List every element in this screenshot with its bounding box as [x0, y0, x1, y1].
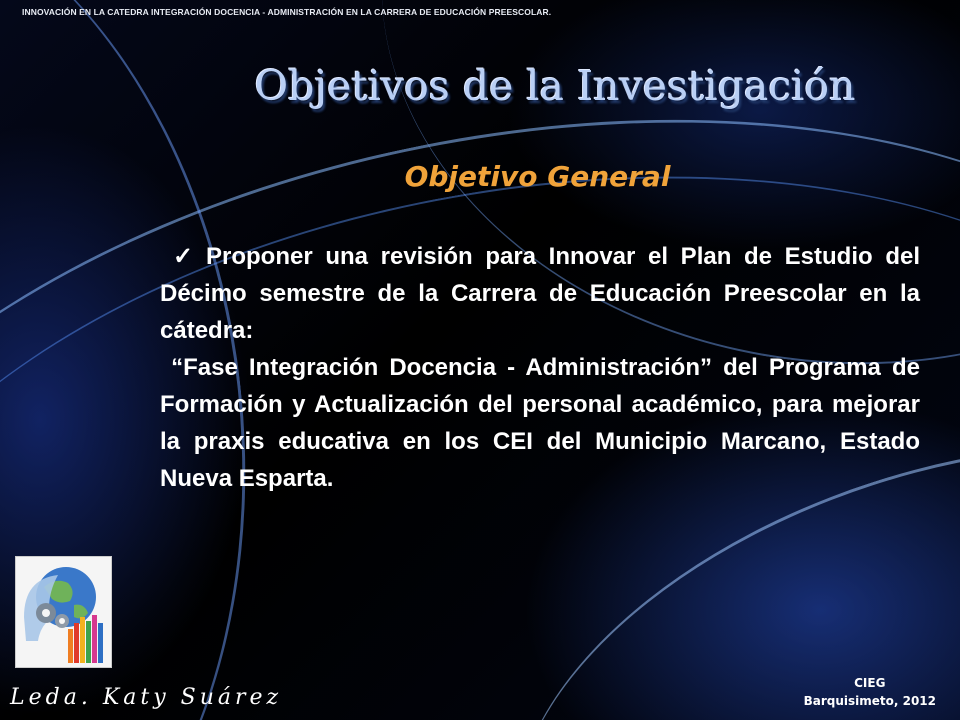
- objective-paragraph-2: [160, 349, 920, 497]
- author-name: Leda. Katy Suárez: [10, 685, 283, 710]
- head-gears-logo-icon: [15, 556, 112, 668]
- page-title: Objetivos de la Investigación: [254, 62, 856, 110]
- objective-paragraph-1: [160, 238, 920, 349]
- institution-name: CIEG: [854, 676, 886, 690]
- place-year: Barquisimeto, 2012: [803, 694, 936, 708]
- section-subtitle: Objetivo General: [404, 160, 671, 193]
- objective-text: [160, 238, 920, 497]
- slide-header: INNOVACIÓN EN LA CATEDRA INTEGRACIÓN DOCENCIA - ADMINISTRACIÓN EN LA CARRERA DE EDUCACIÓN PREESCOLAR.: [22, 7, 552, 17]
- footer-institution: [804, 674, 936, 710]
- objective-paragraph-1-text: Proponer una revisión para Innovar el Plan de Estudio del Décimo semestre de la Carrera de Educación Preescolar en la cátedra:: [160, 243, 920, 344]
- objective-paragraph-2-text: “Fase Integración Docencia - Administración” del Programa de Formación y Actualización del personal académico, para mejorar la praxis educativa en los CEI del Municipio Marcano, Estado Nueva Esparta.: [160, 354, 920, 492]
- check-icon: ✓: [172, 243, 194, 270]
